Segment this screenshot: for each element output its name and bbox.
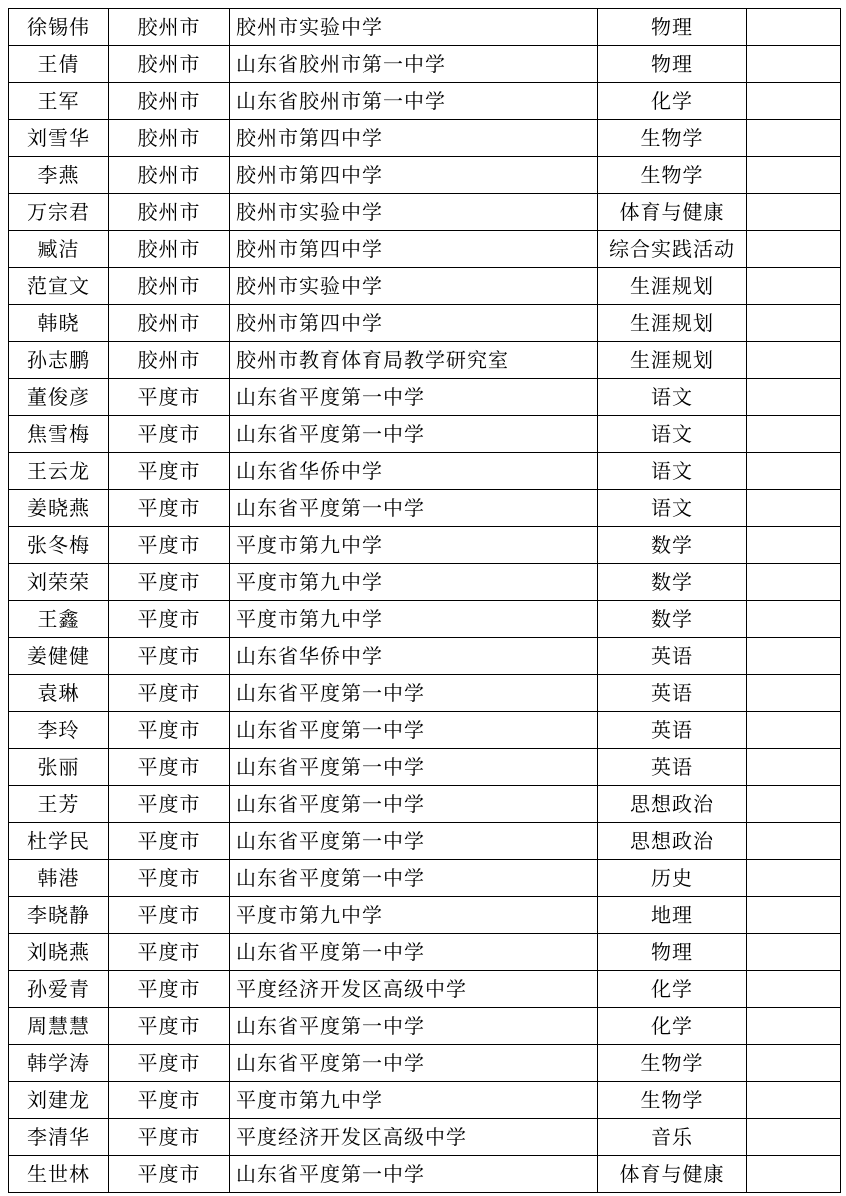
cell-name: 孙志鹏: [9, 342, 109, 379]
cell-subject: 历史: [598, 860, 747, 897]
cell-name: 孙爱青: [9, 971, 109, 1008]
cell-school: 山东省平度第一中学: [230, 934, 598, 971]
cell-empty: [747, 490, 841, 527]
cell-name: 范宣文: [9, 268, 109, 305]
cell-subject: 思想政治: [598, 823, 747, 860]
cell-name: 张丽: [9, 749, 109, 786]
cell-school: 平度市第九中学: [230, 1082, 598, 1119]
cell-empty: [747, 1008, 841, 1045]
cell-school: 山东省平度第一中学: [230, 416, 598, 453]
cell-city: 平度市: [109, 1045, 230, 1082]
cell-empty: [747, 46, 841, 83]
table-row: [9, 453, 841, 490]
cell-school: 胶州市实验中学: [230, 9, 598, 46]
cell-name: 董俊彦: [9, 379, 109, 416]
table-row: [9, 157, 841, 194]
cell-empty: [747, 786, 841, 823]
cell-subject: 综合实践活动: [598, 231, 747, 268]
cell-school: 胶州市实验中学: [230, 268, 598, 305]
table-row: [9, 1045, 841, 1082]
cell-subject: 生物学: [598, 1082, 747, 1119]
table-row: [9, 342, 841, 379]
cell-school: 胶州市第四中学: [230, 157, 598, 194]
cell-city: 胶州市: [109, 46, 230, 83]
cell-subject: 音乐: [598, 1119, 747, 1156]
cell-name: 焦雪梅: [9, 416, 109, 453]
cell-city: 平度市: [109, 453, 230, 490]
table-row: [9, 601, 841, 638]
cell-school: 胶州市第四中学: [230, 231, 598, 268]
cell-empty: [747, 194, 841, 231]
cell-subject: 英语: [598, 712, 747, 749]
table-row: [9, 46, 841, 83]
cell-city: 平度市: [109, 786, 230, 823]
cell-city: 平度市: [109, 823, 230, 860]
cell-empty: [747, 971, 841, 1008]
cell-school: 山东省平度第一中学: [230, 712, 598, 749]
cell-city: 胶州市: [109, 231, 230, 268]
cell-empty: [747, 601, 841, 638]
cell-school: 山东省平度第一中学: [230, 379, 598, 416]
cell-empty: [747, 749, 841, 786]
table-row: [9, 749, 841, 786]
cell-name: 臧洁: [9, 231, 109, 268]
cell-city: 胶州市: [109, 305, 230, 342]
cell-school: 山东省平度第一中学: [230, 749, 598, 786]
cell-city: 胶州市: [109, 342, 230, 379]
cell-name: 周慧慧: [9, 1008, 109, 1045]
cell-subject: 语文: [598, 490, 747, 527]
cell-empty: [747, 453, 841, 490]
cell-subject: 生物学: [598, 120, 747, 157]
cell-empty: [747, 268, 841, 305]
cell-name: 刘晓燕: [9, 934, 109, 971]
cell-city: 胶州市: [109, 194, 230, 231]
cell-name: 李晓静: [9, 897, 109, 934]
cell-school: 平度经济开发区高级中学: [230, 1119, 598, 1156]
cell-subject: 生涯规划: [598, 305, 747, 342]
table-row: [9, 305, 841, 342]
table-row: [9, 897, 841, 934]
cell-name: 王倩: [9, 46, 109, 83]
table-row: [9, 712, 841, 749]
cell-city: 平度市: [109, 416, 230, 453]
cell-empty: [747, 231, 841, 268]
cell-empty: [747, 638, 841, 675]
cell-school: 山东省华侨中学: [230, 453, 598, 490]
cell-name: 姜健健: [9, 638, 109, 675]
cell-city: 平度市: [109, 601, 230, 638]
cell-subject: 英语: [598, 638, 747, 675]
cell-school: 平度经济开发区高级中学: [230, 971, 598, 1008]
cell-subject: 思想政治: [598, 786, 747, 823]
cell-subject: 化学: [598, 971, 747, 1008]
cell-subject: 生物学: [598, 157, 747, 194]
table-row: [9, 786, 841, 823]
cell-city: 平度市: [109, 675, 230, 712]
cell-city: 胶州市: [109, 268, 230, 305]
cell-subject: 生涯规划: [598, 268, 747, 305]
cell-city: 平度市: [109, 712, 230, 749]
cell-empty: [747, 83, 841, 120]
cell-name: 刘荣荣: [9, 564, 109, 601]
cell-name: 韩港: [9, 860, 109, 897]
cell-school: 山东省华侨中学: [230, 638, 598, 675]
cell-name: 生世林: [9, 1156, 109, 1193]
cell-empty: [747, 9, 841, 46]
cell-subject: 英语: [598, 675, 747, 712]
cell-school: 山东省平度第一中学: [230, 490, 598, 527]
cell-name: 王云龙: [9, 453, 109, 490]
cell-city: 平度市: [109, 749, 230, 786]
cell-empty: [747, 564, 841, 601]
cell-subject: 体育与健康: [598, 194, 747, 231]
table-row: [9, 675, 841, 712]
table-row: [9, 379, 841, 416]
table-row: [9, 1082, 841, 1119]
cell-city: 平度市: [109, 1008, 230, 1045]
cell-subject: 语文: [598, 379, 747, 416]
table-row: [9, 823, 841, 860]
cell-city: 平度市: [109, 1156, 230, 1193]
cell-subject: 生物学: [598, 1045, 747, 1082]
cell-empty: [747, 1119, 841, 1156]
cell-empty: [747, 416, 841, 453]
cell-school: 山东省平度第一中学: [230, 1045, 598, 1082]
cell-subject: 语文: [598, 416, 747, 453]
cell-empty: [747, 1045, 841, 1082]
cell-city: 平度市: [109, 564, 230, 601]
cell-city: 胶州市: [109, 157, 230, 194]
cell-name: 张冬梅: [9, 527, 109, 564]
cell-empty: [747, 860, 841, 897]
table-row: [9, 268, 841, 305]
cell-subject: 物理: [598, 46, 747, 83]
cell-city: 平度市: [109, 527, 230, 564]
cell-subject: 化学: [598, 1008, 747, 1045]
cell-empty: [747, 934, 841, 971]
cell-school: 胶州市第四中学: [230, 120, 598, 157]
cell-city: 胶州市: [109, 83, 230, 120]
cell-name: 韩学涛: [9, 1045, 109, 1082]
roster-table: [8, 8, 841, 1193]
cell-city: 平度市: [109, 490, 230, 527]
cell-name: 刘雪华: [9, 120, 109, 157]
table-row: [9, 9, 841, 46]
table-row: [9, 416, 841, 453]
cell-school: 平度市第九中学: [230, 601, 598, 638]
cell-name: 王鑫: [9, 601, 109, 638]
cell-city: 平度市: [109, 638, 230, 675]
cell-subject: 物理: [598, 934, 747, 971]
cell-school: 山东省平度第一中学: [230, 675, 598, 712]
table-row: [9, 1156, 841, 1193]
cell-city: 平度市: [109, 971, 230, 1008]
cell-school: 平度市第九中学: [230, 564, 598, 601]
cell-empty: [747, 1082, 841, 1119]
cell-empty: [747, 379, 841, 416]
cell-city: 胶州市: [109, 120, 230, 157]
cell-empty: [747, 675, 841, 712]
cell-subject: 化学: [598, 83, 747, 120]
table-row: [9, 194, 841, 231]
cell-empty: [747, 712, 841, 749]
cell-empty: [747, 527, 841, 564]
cell-school: 平度市第九中学: [230, 897, 598, 934]
cell-school: 胶州市实验中学: [230, 194, 598, 231]
table-row: [9, 527, 841, 564]
cell-school: 山东省胶州市第一中学: [230, 46, 598, 83]
cell-school: 山东省平度第一中学: [230, 786, 598, 823]
cell-subject: 体育与健康: [598, 1156, 747, 1193]
cell-name: 杜学民: [9, 823, 109, 860]
cell-subject: 数学: [598, 601, 747, 638]
cell-subject: 地理: [598, 897, 747, 934]
cell-empty: [747, 120, 841, 157]
cell-name: 姜晓燕: [9, 490, 109, 527]
cell-name: 万宗君: [9, 194, 109, 231]
table-row: [9, 638, 841, 675]
table-row: [9, 1119, 841, 1156]
cell-name: 李清华: [9, 1119, 109, 1156]
cell-name: 李玲: [9, 712, 109, 749]
roster-table-body: [9, 9, 841, 1193]
cell-school: 胶州市第四中学: [230, 305, 598, 342]
table-row: [9, 490, 841, 527]
cell-name: 李燕: [9, 157, 109, 194]
cell-subject: 语文: [598, 453, 747, 490]
table-row: [9, 860, 841, 897]
cell-empty: [747, 157, 841, 194]
cell-city: 平度市: [109, 1119, 230, 1156]
cell-empty: [747, 305, 841, 342]
table-row: [9, 564, 841, 601]
cell-school: 山东省胶州市第一中学: [230, 83, 598, 120]
cell-empty: [747, 897, 841, 934]
cell-name: 王芳: [9, 786, 109, 823]
cell-school: 胶州市教育体育局教学研究室: [230, 342, 598, 379]
cell-name: 王军: [9, 83, 109, 120]
cell-school: 山东省平度第一中学: [230, 1008, 598, 1045]
cell-city: 平度市: [109, 897, 230, 934]
cell-subject: 生涯规划: [598, 342, 747, 379]
roster-sheet: [8, 8, 841, 1193]
cell-city: 平度市: [109, 379, 230, 416]
table-row: [9, 971, 841, 1008]
cell-empty: [747, 823, 841, 860]
cell-empty: [747, 1156, 841, 1193]
table-row: [9, 231, 841, 268]
cell-name: 徐锡伟: [9, 9, 109, 46]
cell-subject: 数学: [598, 527, 747, 564]
cell-subject: 数学: [598, 564, 747, 601]
cell-empty: [747, 342, 841, 379]
cell-school: 山东省平度第一中学: [230, 860, 598, 897]
cell-name: 袁琳: [9, 675, 109, 712]
cell-city: 胶州市: [109, 9, 230, 46]
cell-city: 平度市: [109, 934, 230, 971]
cell-subject: 物理: [598, 9, 747, 46]
cell-name: 刘建龙: [9, 1082, 109, 1119]
table-row: [9, 120, 841, 157]
cell-school: 山东省平度第一中学: [230, 1156, 598, 1193]
cell-school: 山东省平度第一中学: [230, 823, 598, 860]
cell-city: 平度市: [109, 860, 230, 897]
cell-school: 平度市第九中学: [230, 527, 598, 564]
cell-city: 平度市: [109, 1082, 230, 1119]
table-row: [9, 1008, 841, 1045]
cell-subject: 英语: [598, 749, 747, 786]
table-row: [9, 83, 841, 120]
table-row: [9, 934, 841, 971]
cell-name: 韩晓: [9, 305, 109, 342]
